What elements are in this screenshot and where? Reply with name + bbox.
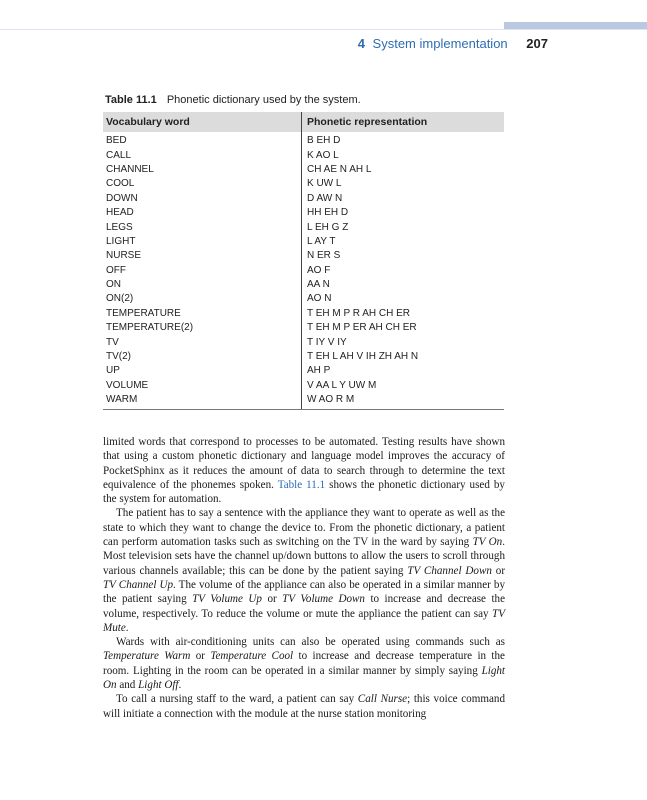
paragraph-1	[103, 435, 505, 506]
header-rule	[0, 29, 647, 30]
table-row	[103, 278, 504, 292]
vocabulary-word-cell: LEGS	[106, 221, 133, 233]
italic-command-text: Temperature Warm	[103, 650, 191, 663]
phonetic-representation-cell: W AO R M	[302, 393, 505, 410]
phonetic-representation-cell: AA N	[302, 278, 505, 292]
table-row	[103, 307, 504, 321]
vocabulary-word-cell: HEAD	[106, 207, 134, 219]
table-row	[103, 192, 504, 206]
phonetic-representation-cell: T EH M P R AH CH ER	[302, 307, 505, 321]
phonetic-representation-cell: CH AE N AH L	[302, 163, 505, 177]
column-header-vocabulary: Vocabulary word	[103, 112, 302, 132]
text-run: . Most television sets have the channel up/down buttons to allow the users to scroll through various channels available; this can be done by the patient saying	[103, 536, 505, 577]
text-run: to increase and decrease the volume, respectively. To reduce the volume or mute the appliance the patient can say	[103, 593, 505, 620]
table-row	[103, 220, 504, 234]
italic-command-text: TV Channel Down	[407, 564, 492, 577]
italic-command-text: Light Off	[138, 679, 179, 692]
paragraph-3	[103, 635, 505, 692]
body-text	[103, 435, 505, 721]
paragraph-2	[103, 506, 505, 635]
phonetic-representation-cell: V AA L Y UW M	[302, 379, 505, 393]
text-run: shows the phonetic dictionary used by the system for automation.	[103, 478, 505, 506]
vocabulary-word-cell: TV	[106, 336, 119, 348]
table-row	[103, 132, 504, 148]
text-run: and	[116, 679, 139, 692]
table-reference-link[interactable]: Table 11.1	[277, 478, 326, 491]
text-run: to increase and decrease temperature in the room. Lighting in the room can be operated in a similar manner by simply saying	[103, 650, 505, 677]
phonetic-representation-cell: T EH M P ER AH CH ER	[302, 321, 505, 335]
phonetic-dictionary-table	[103, 112, 504, 410]
vocabulary-word-cell: CALL	[106, 149, 132, 161]
phonetic-representation-cell: D AW N	[302, 192, 505, 206]
italic-command-text: TV Volume Up	[192, 593, 262, 606]
vocabulary-word-cell: TV(2)	[106, 351, 131, 363]
italic-command-text: TV Mute	[103, 607, 505, 634]
vocabulary-word-cell: ON	[106, 279, 121, 291]
vocabulary-word-cell: TEMPERATURE	[106, 307, 181, 319]
text-run: .	[125, 621, 129, 634]
table-row	[103, 264, 504, 278]
table-row	[103, 206, 504, 220]
phonetic-representation-cell: HH EH D	[302, 206, 505, 220]
table-row	[103, 393, 504, 410]
italic-command-text: Temperature Cool	[210, 650, 294, 663]
table-row	[103, 249, 504, 263]
vocabulary-word-cell: WARM	[103, 393, 302, 410]
phonetic-representation-cell: K AO L	[302, 148, 505, 162]
phonetic-representation-cell: L EH G Z	[302, 220, 505, 234]
table-row	[103, 321, 504, 335]
phonetic-representation-cell: AO F	[302, 264, 505, 278]
vocabulary-word-cell: ON(2)	[106, 293, 134, 305]
vocabulary-word-cell: TEMPERATURE(2)	[106, 322, 194, 334]
italic-command-text: TV Volume Down	[282, 593, 365, 606]
vocabulary-word-cell: OFF	[106, 264, 126, 276]
paragraph-4	[103, 692, 505, 721]
table-row	[103, 163, 504, 177]
phonetic-representation-cell: L AY T	[302, 235, 505, 249]
table-body	[103, 132, 504, 410]
phonetic-representation-cell: T EH L AH V IH ZH AH N	[302, 350, 505, 364]
running-head	[100, 35, 548, 55]
table-row	[103, 379, 504, 393]
text-run: ; this voice command will initiate a connection with the module at the nurse station monitoring	[103, 693, 505, 720]
table-row	[103, 148, 504, 162]
phonetic-representation-cell: B EH D	[302, 132, 505, 148]
phonetic-representation-cell: K UW L	[302, 177, 505, 191]
page-number: 207	[526, 36, 548, 51]
table-row	[103, 364, 504, 378]
table-row	[103, 350, 504, 364]
section-number: 4	[357, 36, 365, 51]
text-run: or	[261, 593, 283, 606]
vocabulary-word-cell: BED	[106, 135, 127, 147]
italic-command-text: TV On	[472, 536, 503, 549]
table-row	[103, 292, 504, 306]
text-run: The patient has to say a sentence with the appliance they want to operate as well as the state to which they want to change the device to. From the phonetic dictionary, a patient can perform automation tasks such as switching on the TV in the ward by saying	[103, 507, 505, 549]
text-run: or	[190, 650, 211, 663]
vocabulary-word-cell: VOLUME	[106, 379, 149, 391]
vocabulary-word-cell: UP	[106, 365, 120, 377]
table-label: Table 11.1	[105, 94, 157, 106]
phonetic-representation-cell: AH P	[302, 364, 505, 378]
text-run: limited words that correspond to processes to be automated. Testing results have shown that using a custom phonetic dictionary and language model improves the accuracy of PocketSphinx as it reduces the amount of data to search through to determine the text equivalence of the phonemes spoken.	[103, 436, 505, 491]
phonetic-representation-cell: AO N	[302, 292, 505, 306]
text-run: .	[178, 679, 182, 692]
table-caption-text: Phonetic dictionary used by the system.	[166, 94, 361, 106]
vocabulary-word-cell: CHANNEL	[106, 163, 154, 175]
section-title: System implementation	[372, 36, 508, 51]
vocabulary-word-cell: LIGHT	[106, 235, 136, 247]
table-header-row	[103, 112, 504, 132]
phonetic-representation-cell: N ER S	[302, 249, 505, 263]
vocabulary-word-cell: DOWN	[106, 192, 138, 204]
table-row	[103, 235, 504, 249]
vocabulary-word-cell: COOL	[106, 178, 135, 190]
column-header-phonetic: Phonetic representation	[302, 112, 505, 132]
text-run: Wards with air-conditioning units can also be operated using commands such as	[116, 636, 505, 649]
header-accent-band	[504, 22, 647, 29]
phonetic-representation-cell: T IY V IY	[302, 335, 505, 349]
vocabulary-word-cell: NURSE	[106, 250, 142, 262]
text-run: or	[491, 564, 506, 577]
table-caption	[105, 94, 361, 106]
table-row	[103, 335, 504, 349]
italic-command-text: TV Channel Up	[103, 578, 174, 591]
text-run: To call a nursing staff to the ward, a patient can say	[116, 693, 358, 706]
text-run: . The volume of the appliance can also be operated in a similar manner by the patient saying	[103, 578, 505, 606]
table-row	[103, 177, 504, 191]
italic-command-text: Light On	[103, 664, 505, 692]
italic-command-text: Call Nurse	[357, 693, 408, 706]
